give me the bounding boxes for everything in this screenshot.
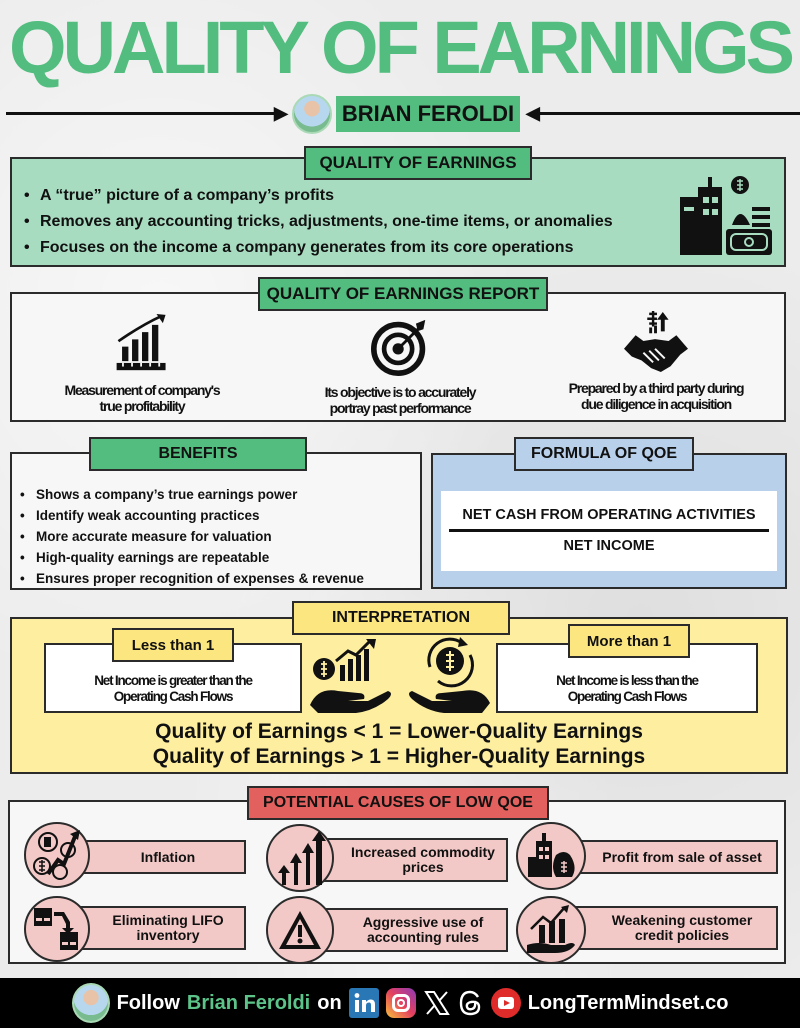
interpretation-rules <box>12 719 786 769</box>
city-money-icon <box>678 173 776 259</box>
rule-lower-quality: Quality of Earnings < 1 = Lower-Quality Earnings <box>155 720 643 743</box>
growth-chart-icon <box>112 314 172 372</box>
report-text-line: true profitability <box>99 398 185 414</box>
footer-follow-text: Follow <box>116 991 180 1014</box>
website-link[interactable]: LongTermMindset.co <box>527 991 729 1014</box>
benefit-item: • Ensures proper recognition of expenses & revenue <box>18 568 364 589</box>
formula-denominator: NET INCOME <box>563 538 655 554</box>
report-column <box>270 318 530 416</box>
cause-label <box>564 840 778 874</box>
cause-text: Profit from sale of asset <box>602 848 762 865</box>
benefit-item: • Shows a company’s true earnings power <box>18 484 364 505</box>
page-title: QUALITY OF EARNINGS <box>9 6 791 89</box>
cause-text: prices <box>402 859 444 875</box>
target-icon <box>370 318 430 376</box>
right-arrow-line <box>540 112 800 115</box>
less-than-one-label: Less than 1 <box>112 628 234 662</box>
definition-bullet: • A “true” picture of a company’s profits <box>22 183 613 209</box>
footer-on-text: on <box>317 991 342 1014</box>
cause-text: accounting rules <box>366 929 479 945</box>
handshake-dollar-icon <box>621 310 691 374</box>
credit-growth-icon <box>516 896 586 964</box>
inflation-icon <box>24 822 90 888</box>
right-arrowhead-icon: ▶ <box>274 103 288 123</box>
fraction-bar <box>449 529 769 532</box>
inventory-swap-icon <box>24 896 90 962</box>
cause-label <box>564 906 778 950</box>
rising-prices-icon <box>266 824 334 892</box>
report-column <box>526 310 786 412</box>
cause-text: inventory <box>136 927 200 943</box>
youtube-icon[interactable] <box>491 988 521 1018</box>
linkedin-icon[interactable] <box>349 988 379 1018</box>
cause-text: Increased commodity <box>351 844 495 860</box>
definition-bullet: • Focuses on the income a company generates from its core operations <box>22 235 613 261</box>
report-text-line: due diligence in acquisition <box>581 396 731 412</box>
more-than-one-label: More than 1 <box>568 624 690 658</box>
benefit-item: • More accurate measure for valuation <box>18 526 364 547</box>
formula-heading: FORMULA OF QOE <box>514 437 694 471</box>
hand-growth-icon <box>308 639 394 715</box>
instagram-icon[interactable] <box>386 988 416 1018</box>
report-column <box>12 314 272 414</box>
benefit-item: • Identify weak accounting practices <box>18 505 364 526</box>
hand-cash-cycle-icon <box>408 637 492 715</box>
definition-heading: QUALITY OF EARNINGS <box>304 146 532 180</box>
interpretation-heading: INTERPRETATION <box>292 601 510 635</box>
x-icon[interactable] <box>423 989 451 1017</box>
left-arrowhead-icon: ◀ <box>526 103 540 123</box>
author-avatar <box>292 94 332 134</box>
building-moneybag-icon <box>516 822 586 890</box>
cause-text: Inflation <box>140 848 196 865</box>
author-name: BRIAN FEROLDI <box>336 96 520 132</box>
cause-label <box>316 908 508 952</box>
benefit-item: • High-quality earnings are repeatable <box>18 547 364 568</box>
definition-bullet: • Removes any accounting tricks, adjustments, one-time items, or anomalies <box>22 209 613 235</box>
formula-numerator: NET CASH FROM OPERATING ACTIVITIES <box>462 507 756 523</box>
cause-label <box>316 838 508 882</box>
warning-icon <box>266 896 334 964</box>
cause-label <box>68 906 246 950</box>
benefits-heading: BENEFITS <box>89 437 307 471</box>
footer-author-link[interactable]: Brian Feroldi <box>186 991 311 1014</box>
formula-panel <box>431 453 787 589</box>
more-than-one-line: Net Income is less than the <box>556 673 698 688</box>
left-arrow-line <box>6 112 278 115</box>
report-text-line: portray past performance <box>329 400 471 416</box>
report-text-line: Measurement of company's <box>64 382 220 398</box>
report-text-line: Its objective is to accurately <box>324 384 476 400</box>
more-than-one-line: Operating Cash Flows <box>567 689 687 704</box>
cause-text: credit policies <box>634 927 730 943</box>
causes-heading: POTENTIAL CAUSES OF LOW QOE <box>247 786 549 820</box>
cause-text: Weakening customer <box>611 912 753 928</box>
report-panel <box>10 292 786 422</box>
rule-higher-quality: Quality of Earnings > 1 = Higher-Quality Earnings <box>152 745 646 768</box>
cause-text: Aggressive use of <box>362 914 484 930</box>
less-than-one-line: Net Income is greater than the <box>94 673 252 688</box>
report-text-line: Prepared by a third party during <box>568 380 744 396</box>
footer-avatar <box>72 983 110 1023</box>
formula-box <box>441 491 777 571</box>
report-heading: QUALITY OF EARNINGS REPORT <box>258 277 548 311</box>
footer-bar <box>0 978 800 1028</box>
causes-panel <box>8 800 786 964</box>
cause-text: Eliminating LIFO <box>112 912 224 928</box>
benefits-panel <box>10 452 422 590</box>
interpretation-panel <box>10 617 788 774</box>
less-than-one-line: Operating Cash Flows <box>113 689 233 704</box>
threads-icon[interactable] <box>458 989 484 1017</box>
cause-label <box>68 840 246 874</box>
